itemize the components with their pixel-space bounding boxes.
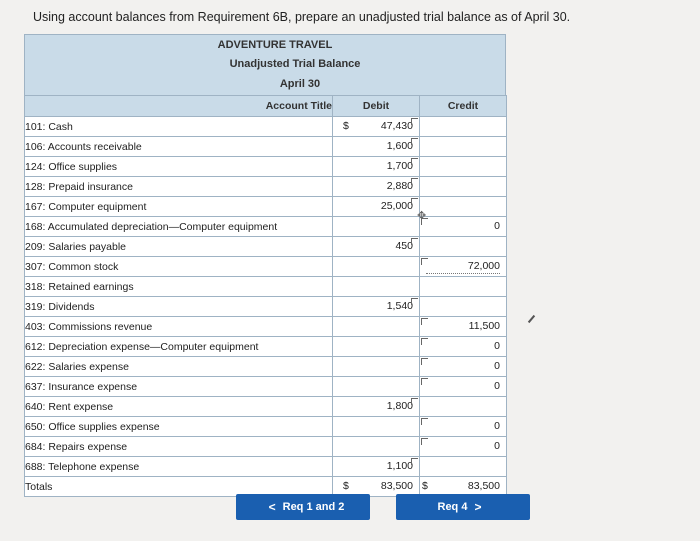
credit-value: 72,000 (467, 260, 500, 272)
cell-corner-icon (411, 238, 418, 245)
account-cell[interactable] (25, 437, 333, 457)
debit-value: 25,000 (380, 200, 413, 212)
debit-input[interactable] (333, 237, 420, 257)
table-row (25, 117, 507, 137)
credit-input[interactable] (420, 157, 507, 177)
account-cell[interactable] (25, 257, 333, 277)
statement-name: Unadjusted Trial Balance (229, 58, 361, 70)
credit-input[interactable] (420, 397, 507, 417)
debit-input[interactable] (333, 397, 420, 417)
account-name: 106: Accounts receivable (25, 140, 142, 153)
chevron-right-icon: > (474, 500, 482, 514)
credit-input[interactable] (420, 257, 507, 277)
col-debit: Debit (333, 96, 420, 117)
table-row (25, 317, 507, 337)
prev-req-button[interactable] (236, 494, 370, 520)
credit-input[interactable] (420, 297, 507, 317)
credit-value: 0 (494, 360, 500, 372)
trial-balance-sheet (24, 34, 506, 497)
credit-value: 0 (494, 380, 500, 392)
account-name: 307: Common stock (25, 260, 119, 273)
debit-value: 47,430 (380, 120, 413, 132)
table-row (25, 297, 507, 317)
cell-corner-icon (411, 458, 418, 465)
debit-input[interactable] (333, 337, 420, 357)
cell-corner-icon (411, 118, 418, 125)
cell-corner-icon (411, 298, 418, 305)
table-row (25, 357, 507, 377)
credit-total-dollar: $ (422, 480, 428, 492)
account-cell[interactable] (25, 397, 333, 417)
debit-input[interactable] (333, 217, 420, 237)
table-row (25, 437, 507, 457)
account-cell[interactable] (25, 217, 333, 237)
credit-input[interactable] (420, 197, 507, 217)
credit-input[interactable] (420, 237, 507, 257)
account-name: 403: Commissions revenue (25, 320, 153, 333)
table-row (25, 257, 507, 277)
debit-input[interactable] (333, 277, 420, 297)
debit-value: 450 (395, 240, 413, 252)
debit-dollar: $ (343, 120, 349, 132)
account-name: 128: Prepaid insurance (25, 180, 133, 193)
account-name: 684: Repairs expense (25, 440, 128, 453)
credit-value: 0 (494, 340, 500, 352)
debit-value: 1,600 (386, 140, 413, 152)
table-row (25, 277, 507, 297)
debit-input[interactable] (333, 357, 420, 377)
totals-label: Totals (25, 477, 333, 497)
table-row (25, 217, 507, 237)
debit-input[interactable] (333, 157, 420, 177)
credit-value: 11,500 (468, 320, 500, 332)
account-name: 622: Salaries expense (25, 360, 129, 373)
next-req-button[interactable] (396, 494, 530, 520)
account-cell[interactable] (25, 297, 333, 317)
credit-input[interactable] (420, 217, 507, 237)
account-cell[interactable] (25, 277, 333, 297)
cell-corner-icon (421, 358, 428, 365)
debit-value: 1,800 (386, 400, 413, 412)
table-row (25, 157, 507, 177)
cell-corner-icon (421, 258, 428, 265)
account-cell[interactable] (25, 157, 333, 177)
account-cell[interactable] (25, 177, 333, 197)
credit-input[interactable] (420, 177, 507, 197)
cell-corner-icon (411, 178, 418, 185)
pen-mark (528, 315, 535, 323)
table-header-row (25, 96, 507, 117)
table-row (25, 417, 507, 437)
account-name: 209: Salaries payable (25, 240, 126, 253)
debit-input[interactable] (333, 437, 420, 457)
cell-corner-icon (411, 138, 418, 145)
debit-value: 2,880 (386, 180, 413, 192)
credit-value: 0 (494, 420, 500, 432)
debit-input[interactable] (333, 317, 420, 337)
account-name: 640: Rent expense (25, 400, 114, 413)
debit-input[interactable] (333, 197, 420, 217)
statement-date: April 30 (279, 78, 321, 90)
cell-corner-icon (421, 378, 428, 385)
account-name: 167: Computer equipment (25, 200, 147, 213)
col-credit: Credit (420, 96, 507, 117)
cell-corner-icon (421, 338, 428, 345)
cell-corner-icon (421, 318, 428, 325)
debit-value: 1,100 (386, 460, 413, 472)
credit-input[interactable] (420, 317, 507, 337)
account-name: 124: Office supplies (25, 160, 118, 173)
account-name: 688: Telephone expense (25, 460, 140, 473)
instruction-text: Using account balances from Requirement 6B, prepare an unadjusted trial balance as of April 30. (33, 10, 571, 24)
trial-balance-table (24, 95, 507, 497)
statement-header (24, 34, 506, 95)
account-cell[interactable] (25, 337, 333, 357)
debit-input[interactable] (333, 117, 420, 137)
account-name: 637: Insurance expense (25, 380, 138, 393)
account-cell[interactable] (25, 197, 333, 217)
credit-input[interactable] (420, 457, 507, 477)
credit-value: 0 (494, 220, 500, 232)
credit-input[interactable] (420, 277, 507, 297)
account-cell[interactable] (25, 377, 333, 397)
account-cell[interactable] (25, 137, 333, 157)
debit-input[interactable] (333, 377, 420, 397)
table-row (25, 177, 507, 197)
debit-input[interactable] (333, 417, 420, 437)
table-row (25, 457, 507, 477)
debit-value: 1,540 (386, 300, 413, 312)
move-cursor-icon: ✥ (417, 210, 427, 222)
cell-corner-icon (411, 158, 418, 165)
table-row (25, 137, 507, 157)
cell-corner-icon (411, 398, 418, 405)
credit-input[interactable] (420, 137, 507, 157)
credit-input[interactable] (420, 417, 507, 437)
col-account-title: Account Title (25, 96, 333, 117)
credit-total: 83,500 (467, 480, 500, 492)
credit-input[interactable] (420, 357, 507, 377)
account-cell[interactable] (25, 317, 333, 337)
debit-input[interactable] (333, 257, 420, 277)
credit-input[interactable] (420, 337, 507, 357)
account-cell[interactable] (25, 357, 333, 377)
account-cell[interactable] (25, 117, 333, 137)
table-row (25, 397, 507, 417)
table-row (25, 337, 507, 357)
credit-value: 0 (494, 440, 500, 452)
debit-total: 83,500 (380, 480, 413, 492)
debit-input[interactable] (333, 457, 420, 477)
credit-input[interactable] (420, 377, 507, 397)
account-name: 319: Dividends (25, 300, 95, 313)
debit-value: 1,700 (386, 160, 413, 172)
cell-corner-icon (421, 438, 428, 445)
debit-input[interactable] (333, 137, 420, 157)
account-cell[interactable] (25, 237, 333, 257)
chevron-left-icon: < (268, 500, 276, 514)
debit-total-dollar: $ (343, 480, 349, 492)
account-name: 318: Retained earnings (25, 280, 134, 293)
debit-input[interactable] (333, 297, 420, 317)
focus-underline (426, 273, 500, 274)
account-name: 650: Office supplies expense (25, 420, 160, 433)
account-name: 101: Cash (25, 120, 73, 133)
table-row (25, 197, 507, 217)
account-cell[interactable] (25, 457, 333, 477)
prev-req-label: Req 1 and 2 (282, 501, 345, 513)
account-cell[interactable] (25, 417, 333, 437)
account-name: 168: Accumulated depreciation—Computer equipment (25, 220, 278, 233)
credit-input[interactable] (420, 437, 507, 457)
cell-corner-icon (421, 418, 428, 425)
table-row (25, 237, 507, 257)
table-row (25, 377, 507, 397)
debit-input[interactable] (333, 177, 420, 197)
company-name: ADVENTURE TRAVEL (217, 39, 333, 51)
next-req-label: Req 4 (437, 501, 468, 513)
credit-input[interactable] (420, 117, 507, 137)
account-name: 612: Depreciation expense—Computer equipment (25, 340, 259, 353)
cell-corner-icon (411, 198, 418, 205)
